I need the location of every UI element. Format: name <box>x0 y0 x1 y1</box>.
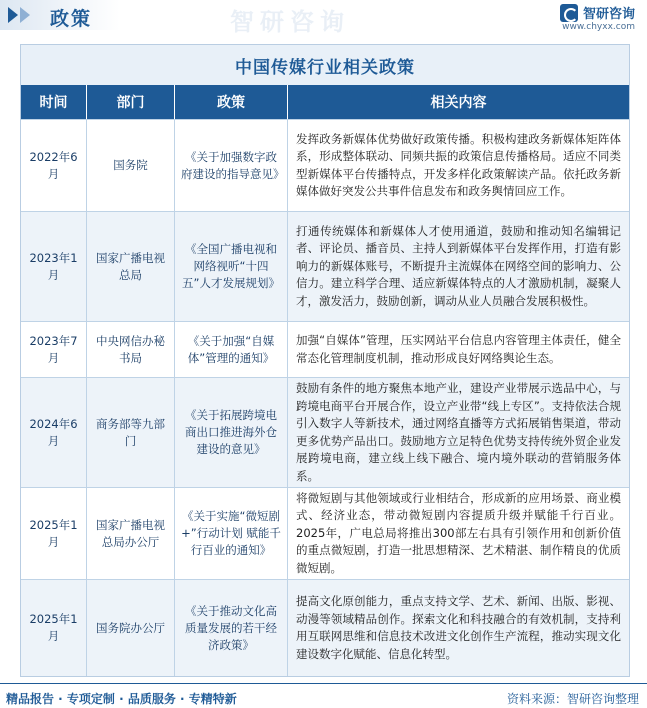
cell-dept: 国家广播电视总局办公厅 <box>87 488 175 579</box>
table-row <box>21 377 629 487</box>
cell-time: 2022年6月 <box>21 120 87 211</box>
cell-time: 2023年1月 <box>21 212 87 321</box>
cell-time: 2024年6月 <box>21 378 87 487</box>
table-title: 中国传媒行业相关政策 <box>21 45 629 85</box>
cell-policy: 《关于实施“微短剧+”行动计划 赋能千行百业的通知》 <box>175 488 288 579</box>
column-header-time: 时间 <box>21 85 87 119</box>
cell-dept: 国务院 <box>87 120 175 211</box>
cell-dept: 国务院办公厅 <box>87 580 175 676</box>
cell-dept: 商务部等九部门 <box>87 378 175 487</box>
table-body <box>21 119 629 676</box>
table-row <box>21 487 629 579</box>
column-header-dept: 部门 <box>87 85 175 119</box>
cell-time: 2023年7月 <box>21 322 87 377</box>
table-row <box>21 211 629 321</box>
cell-content: 发挥政务新媒体优势做好政策传播。积极构建政务新媒体矩阵体系，形成整体联动、同频共振的政策信息传播格局。适应不同类型新媒体平台传播特点，开发多样化政策解读产品。依托政务新媒体做好突发公共事件信息发布和政务舆情回应工作。 <box>296 131 621 198</box>
cell-dept: 中央网信办秘书局 <box>87 322 175 377</box>
cell-policy: 《关于加强“自媒体”管理的通知》 <box>175 322 288 377</box>
logo-icon <box>560 4 578 22</box>
table-row <box>21 119 629 211</box>
cell-time: 2025年1月 <box>21 488 87 579</box>
cell-time: 2025年1月 <box>21 580 87 676</box>
footer-divider <box>0 683 647 684</box>
cell-content: 提高文化原创能力，重点支持文学、艺术、新闻、出版、影视、动漫等领域精品创作。探索文化和科技融合的有效机制，支持利用互联网思维和信息技术改进文化创作生产流程，推动实现文化建设数字化赋能、信息化转型。 <box>296 594 621 661</box>
cell-policy: 《关于拓展跨境电商出口推进海外仓建设的意见》 <box>175 378 288 487</box>
cell-policy: 《关于加强数字政府建设的指导意见》 <box>175 120 288 211</box>
table-header <box>21 85 629 119</box>
column-header-content: 相关内容 <box>430 95 487 111</box>
cell-content: 打通传统媒体和新媒体人才使用通道，鼓励和推动知名编辑记者、评论员、播音员、主持人到新媒体平台发挥作用，打造有影响力的新媒体账号，不断提升主流媒体在网络空间的影响力、公信力。建立科学合理、适应新媒体特点的人才激励机制，凝聚人才，激发活力，鼓励创新，调动从业人员融合发展积极性。 <box>296 223 621 308</box>
column-header-policy: 政策 <box>175 85 288 119</box>
page-header <box>0 0 647 34</box>
cell-content: 将微短剧与其他领域或行业相结合，形成新的应用场景、商业模式、经济业态，带动微短剧内容提质升级并赋能千行百业。2025年，广电总局将推出300部左右具有引领作用和创新价值的重点微短剧，打造一批思想精深、艺术精湛、制作精良的优质微短剧。 <box>296 490 621 575</box>
chevron-icon <box>8 7 30 23</box>
footer-slogan: 精品报告 · 专项定制 · 品质服务 · 专精特新 <box>6 692 237 706</box>
site-url: www.chyxx.com <box>562 22 635 32</box>
cell-content: 加强“自媒体”管理，压实网站平台信息内容管理主体责任，健全常态化管理制度机制，推动形成良好网络舆论生态。 <box>296 333 621 365</box>
cell-content: 鼓励有条件的地方聚焦本地产业，建设产业带展示选品中心，与跨境电商平台开展合作，设立产业带“线上专区”。支持依法合规引入数字人等新技术，通过网络直播等方式拓展销售渠道，带动更多优势产品出口。鼓励地方立足特色优势支持传统外贸企业发展跨境电商，建立线上线下融合、境内境外联动的营销服务体系。 <box>296 381 621 483</box>
cell-policy: 《关于推动文化高质量发展的若干经济政策》 <box>175 580 288 676</box>
cell-policy: 《全国广播电视和网络视听“十四五”人才发展规划》 <box>175 212 288 321</box>
cell-dept: 国家广播电视总局 <box>87 212 175 321</box>
watermark: 智研咨询 <box>230 8 350 36</box>
table-row <box>21 321 629 377</box>
table-row <box>21 579 629 676</box>
source-note: 资料来源：智研咨询整理 <box>506 692 639 706</box>
policy-table <box>20 44 630 677</box>
logo-text: 智研咨询 <box>582 7 635 22</box>
brand-logo <box>560 3 635 22</box>
section-title: 政策 <box>50 8 93 30</box>
